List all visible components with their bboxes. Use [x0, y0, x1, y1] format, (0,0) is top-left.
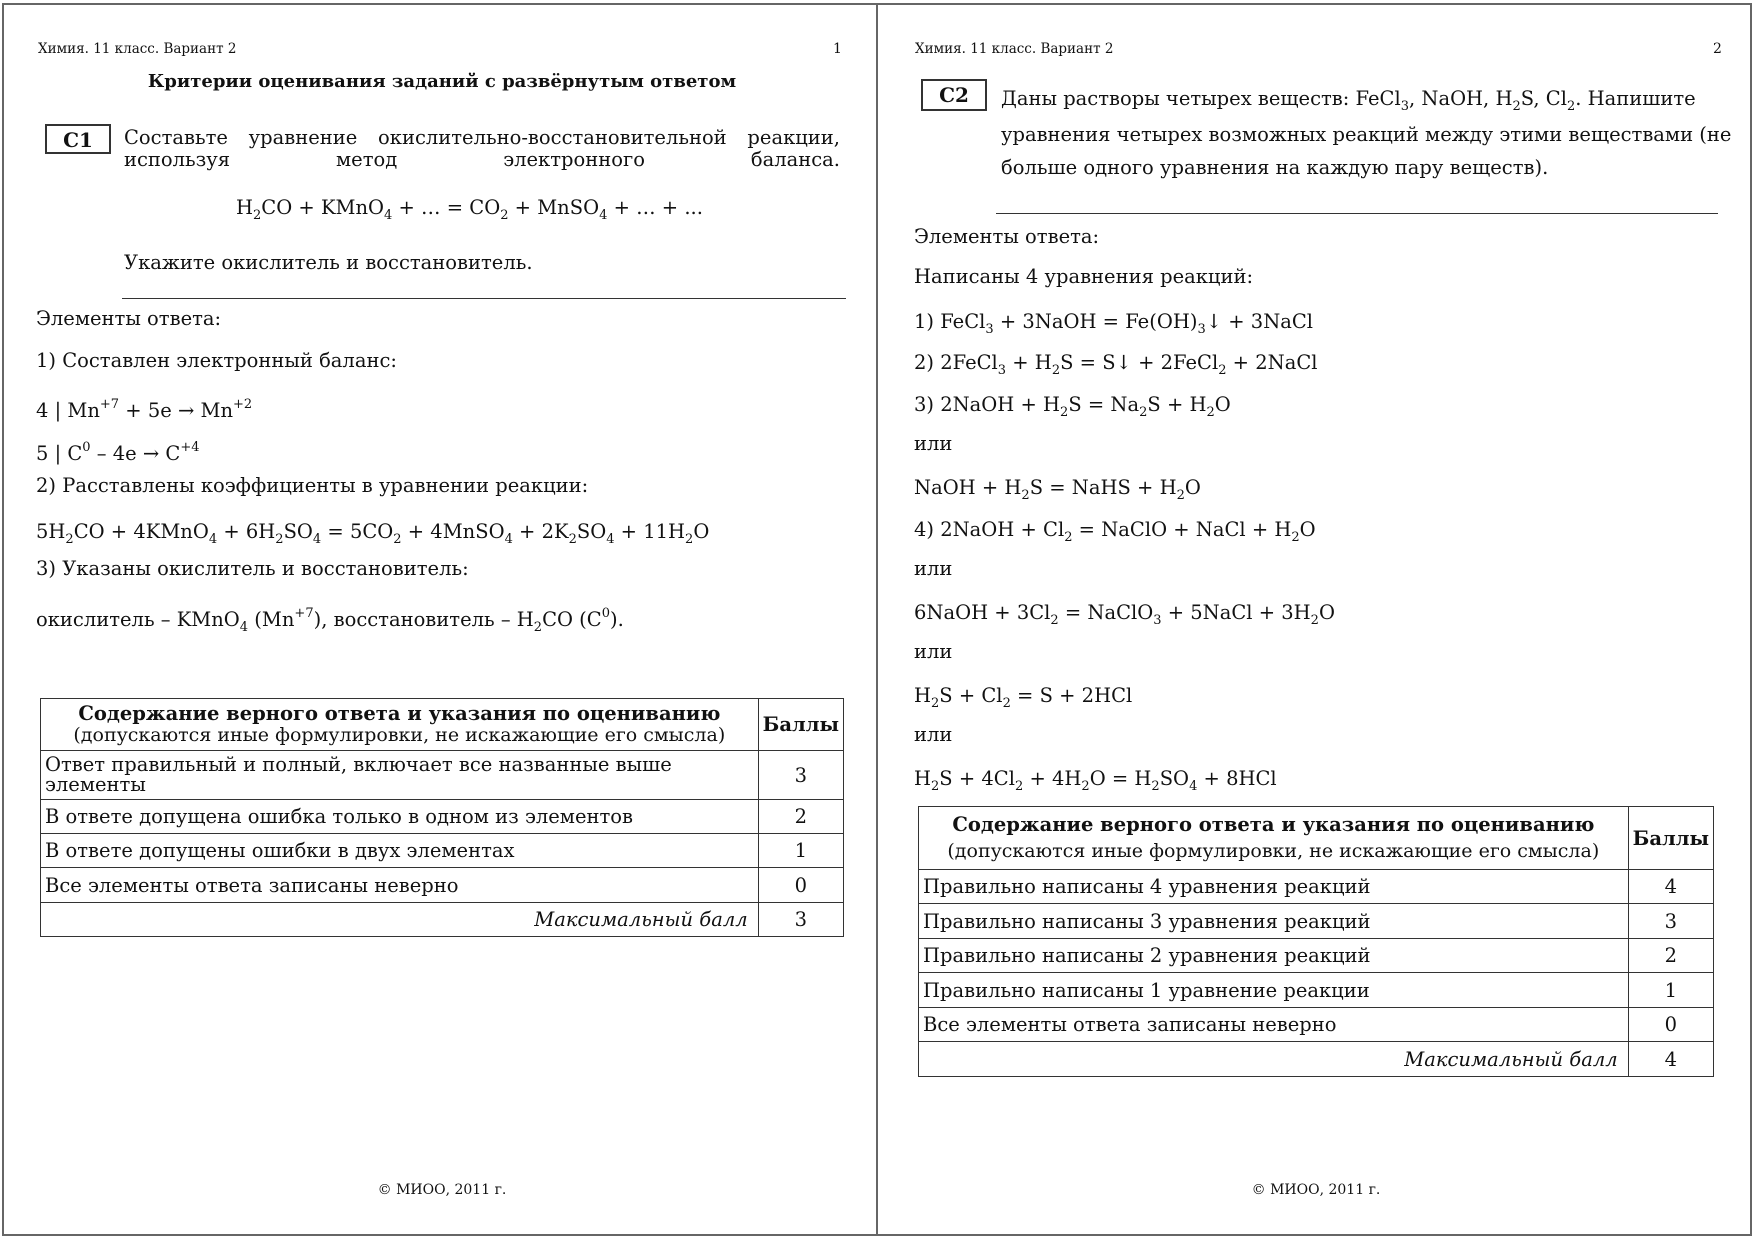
max-score-label: Максимальный балл: [919, 1042, 1629, 1077]
answer-heading: Элементы ответа:: [36, 307, 222, 330]
reaction-5-alt: $H_2S + 4Cl_2 + 4H_2O = H_2SO_4 + 8HCl$: [914, 767, 1277, 794]
score-cell: 1: [1628, 973, 1713, 1008]
max-score-value: 4: [1628, 1042, 1713, 1077]
score-cell: 4: [1628, 870, 1713, 904]
criterion-cell: Все элементы ответа записаны неверно: [41, 868, 759, 903]
or-label: или: [914, 432, 953, 455]
answer-step-3: 3) Указаны окислитель и восстановитель:: [36, 557, 469, 580]
table-row: [919, 1008, 1714, 1042]
score-cell: 3: [1628, 904, 1713, 939]
page-1: [2, 3, 878, 1236]
reaction-3-alt: NaOH + $H_2S$ = NaHS + $H_2O$: [914, 476, 1201, 503]
page-number: 1: [833, 41, 842, 57]
section-title: Критерии оценивания заданий с развёрнутым ответом: [147, 71, 737, 92]
score-header: Баллы: [1628, 807, 1713, 870]
balanced-equation: $5H_2CO$ + 4KMnO$_4$ + $6H_2SO_4 = 5CO_2$ + 4MnSO$_4$ + $2K_2SO_4 + 11H_2O$: [36, 520, 710, 547]
score-cell: 0: [758, 868, 843, 903]
answer-step-1: 1) Составлен электронный баланс:: [36, 349, 397, 372]
reaction-5: $H_2S + Cl_2 = S + 2HCl$: [914, 684, 1133, 711]
criterion-cell: Правильно написаны 2 уравнения реакций: [919, 939, 1629, 973]
or-label: или: [914, 723, 953, 746]
reaction-3: 3) 2NaOH + $H_2S = Na_2S + H_2O$: [914, 393, 1231, 420]
max-score-row: [919, 1042, 1714, 1077]
score-cell: 2: [1628, 939, 1713, 973]
grading-table: [918, 806, 1714, 1077]
reaction-4-alt: 6NaOH + $3Cl_2$ = NaClO$_3$ + 5NaCl + $3H_2O$: [914, 601, 1335, 628]
answer-heading: Элементы ответа:: [914, 225, 1100, 248]
max-score-row: [41, 903, 844, 937]
reaction-1: 1) FeCl$_3$ + 3NaOH = $Fe(OH)_3↓$ + 3NaCl: [914, 310, 1314, 337]
criterion-cell: Все элементы ответа записаны неверно: [919, 1008, 1629, 1042]
task-id-badge: С2: [921, 79, 987, 111]
page-footer: © МИОО, 2011 г.: [1251, 1182, 1381, 1198]
criterion-cell: В ответе допущены ошибки в двух элементах: [41, 834, 759, 868]
page-header: Химия. 11 класс. Вариант 2: [915, 41, 1114, 57]
page-2: [876, 3, 1752, 1236]
criterion-cell: Правильно написаны 1 уравнение реакции: [919, 973, 1629, 1008]
reaction-4: 4) 2NaOH + $Cl_2$ = NaClO + NaCl + $H_2O$: [914, 518, 1316, 545]
criterion-cell: В ответе допущена ошибка только в одном из элементов: [41, 800, 759, 834]
task-text-line-1: Даны растворы четырех веществ: FeCl$_3$, NaOH, $H_2S$, $Cl_2$. Напишите: [1001, 87, 1696, 114]
task-instruction: Укажите окислитель и восстановитель.: [124, 251, 533, 274]
task-id-badge: С1: [45, 124, 111, 154]
electron-balance-c: 5 | $C^0 - 4e \to C^{+4}$: [36, 440, 200, 465]
table-row: [919, 870, 1714, 904]
task-text-line-2: уравнения четырех возможных реакций между этими веществами (не: [1001, 123, 1732, 146]
criteria-header: Содержание верного ответа и указания по оцениванию (допускаются иные формулировки, не искажающие его смысла): [41, 699, 759, 751]
page-number: 2: [1713, 41, 1722, 57]
score-header: Баллы: [758, 699, 843, 751]
max-score-label: Максимальный балл: [41, 903, 759, 937]
answer-step-2: 2) Расставлены коэффициенты в уравнении реакции:: [36, 474, 589, 497]
table-row: [919, 973, 1714, 1008]
grading-table: [40, 698, 844, 937]
criterion-cell: Ответ правильный и полный, включает все названные выше элементы: [41, 751, 759, 800]
score-cell: 3: [758, 751, 843, 800]
table-header-row: [41, 699, 844, 751]
page-footer: © МИОО, 2011 г.: [377, 1182, 507, 1198]
divider: [996, 213, 1718, 214]
or-label: или: [914, 640, 953, 663]
task-text: Составьте уравнение окислительно-восстановительной реакции, используя метод электронного баланса.: [124, 126, 840, 171]
criteria-header: Содержание верного ответа и указания по оцениванию (допускаются иные формулировки, не искажающие его смысла): [919, 807, 1629, 870]
criterion-cell: Правильно написаны 4 уравнения реакций: [919, 870, 1629, 904]
table-row: [919, 904, 1714, 939]
page-header: Химия. 11 класс. Вариант 2: [38, 41, 237, 57]
table-row: [919, 939, 1714, 973]
table-row: [41, 868, 844, 903]
or-label: или: [914, 557, 953, 580]
task-equation: $H_2CO$ + KMnO$_4$ + … = $CO_2$ + MnSO$_4$ + … + ...: [236, 196, 703, 223]
divider: [122, 298, 846, 299]
oxidizer-reducer: окислитель – KMnO$_4$ $(Mn^{+7})$, восстановитель – $H_2CO$ $(C^0)$.: [36, 606, 624, 635]
table-row: [41, 800, 844, 834]
max-score-value: 3: [758, 903, 843, 937]
electron-balance-mn: 4 | $Mn^{+7} + 5e \to Mn^{+2}$: [36, 397, 253, 422]
score-cell: 0: [1628, 1008, 1713, 1042]
table-row: [41, 751, 844, 800]
score-cell: 2: [758, 800, 843, 834]
table-row: [41, 834, 844, 868]
score-cell: 1: [758, 834, 843, 868]
reaction-2: 2) 2FeCl$_3$ + $H_2S$ = S↓ + 2FeCl$_2$ + 2NaCl: [914, 351, 1318, 378]
task-text-line-3: больше одного уравнения на каждую пару веществ).: [1001, 156, 1549, 179]
answer-intro: Написаны 4 уравнения реакций:: [914, 265, 1254, 288]
table-header-row: [919, 807, 1714, 870]
criterion-cell: Правильно написаны 3 уравнения реакций: [919, 904, 1629, 939]
